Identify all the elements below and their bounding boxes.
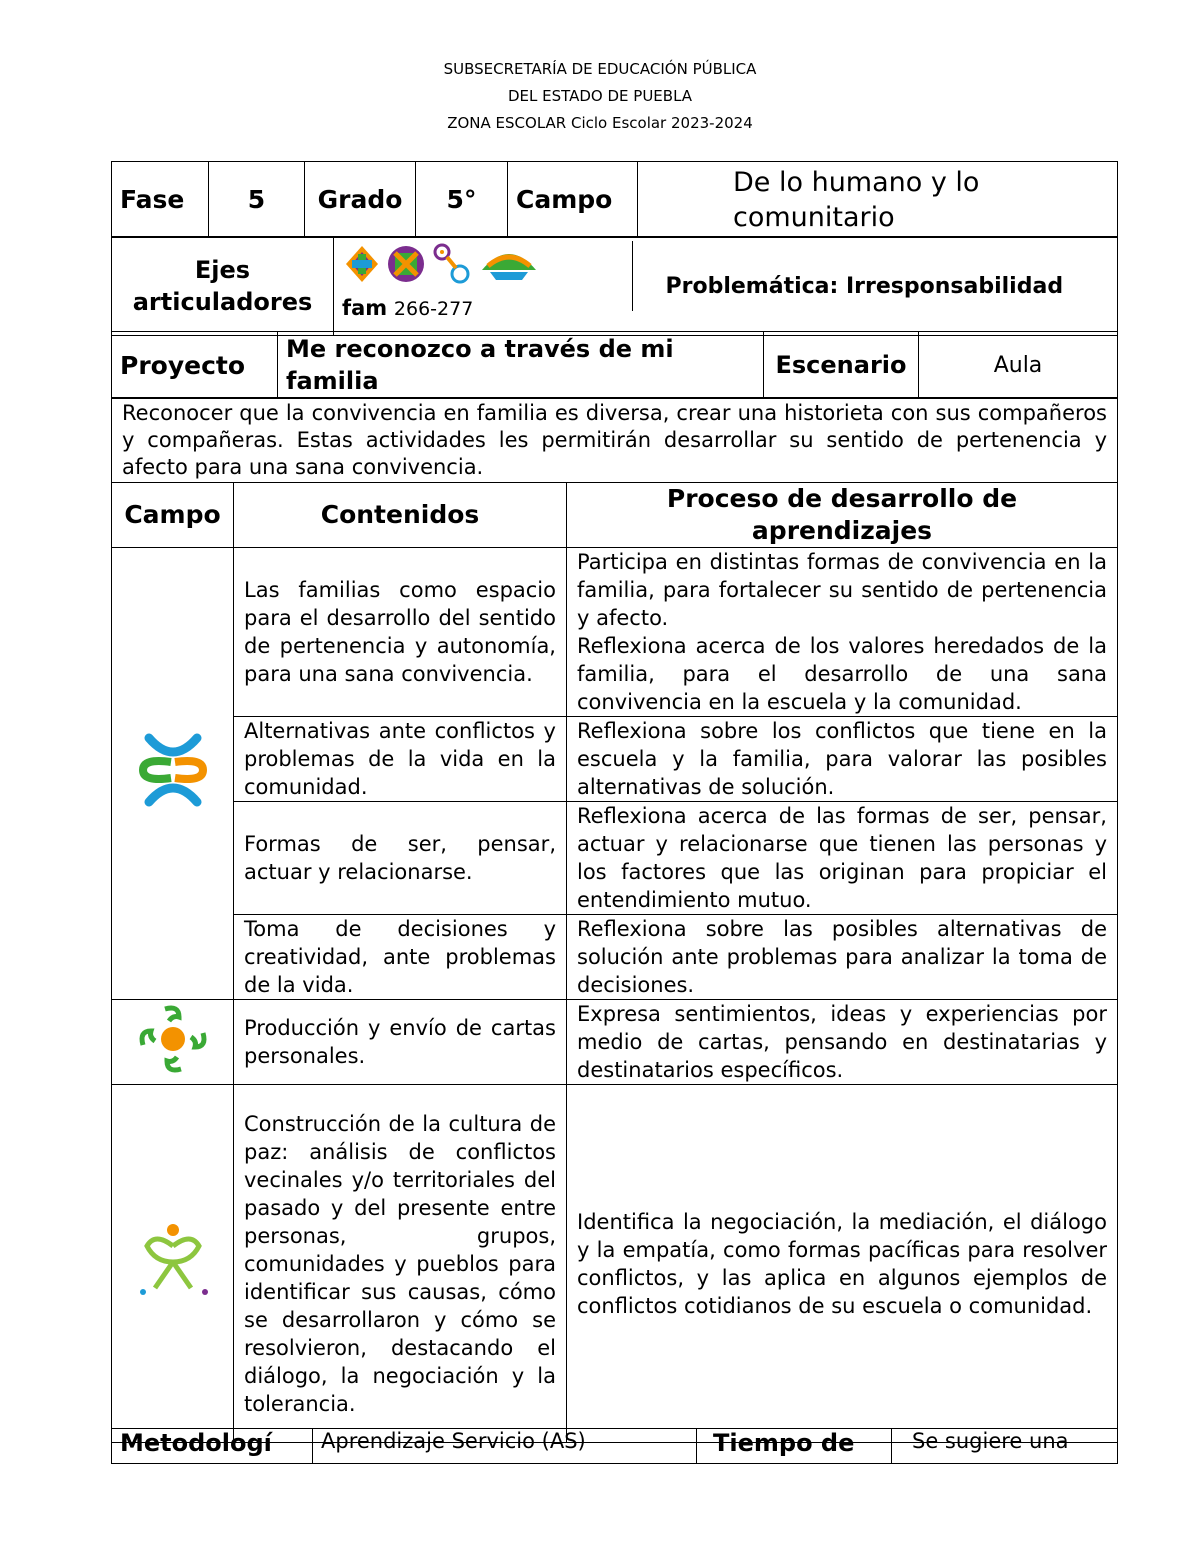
metodologia-label: Metodologí	[112, 1429, 313, 1464]
proceso-6: Identifica la negociación, la mediación, el diálogo y la empatía, como formas pacíficas para resolver conflictos, y las aplica en algunos ejemplos de conflictos cotidianos de su escuela o comunidad.	[567, 1085, 1118, 1443]
escenario-label: Escenario	[764, 332, 919, 399]
info-table-row2	[111, 236, 1118, 336]
proyecto-label: Proyecto	[112, 332, 278, 399]
interculturalidad-icon	[478, 244, 540, 288]
contenido-1: Las familias como espacio para el desarrollo del sentido de pertenencia y autonomía, para una sana convivencia.	[234, 548, 567, 717]
fam-pages: 266-277	[393, 298, 474, 320]
lenguajes-icon	[135, 1058, 211, 1082]
campo-icon-cell-3	[112, 1085, 234, 1443]
proceso-5: Expresa sentimientos, ideas y experiencias por medio de cartas, pensando en destinatarias y destinatarios específicos.	[567, 1000, 1118, 1085]
fase-label: Fase	[112, 162, 209, 238]
header-line-2: DEL ESTADO DE PUEBLA	[507, 87, 693, 105]
col-header-proceso: Proceso de desarrollo de aprendizajes	[567, 483, 1118, 548]
etica-naturaleza-icon	[135, 1279, 211, 1303]
proyecto-value: Me reconozco a través de mi familia	[278, 332, 764, 399]
description: Reconocer que la convivencia en familia es diversa, crear una historieta con sus compañeros y compañeras. Estas actividades les permitirán desarrollar su sentido de pertenencia y afecto para una sana convivencia.	[112, 398, 1118, 483]
inclusion-icon	[342, 244, 382, 288]
contenido-3: Formas de ser, pensar, actuar y relacionarse.	[234, 802, 567, 915]
campo-value: De lo humano y lo comunitario	[638, 162, 1118, 238]
header-line-1: SUBSECRETARÍA DE EDUCACIÓN PÚBLICA	[443, 60, 757, 78]
grado-value: 5°	[416, 162, 508, 238]
col-header-campo: Campo	[112, 483, 234, 548]
contenido-4: Toma de decisiones y creatividad, ante problemas de la vida.	[234, 915, 567, 1000]
proceso-4: Reflexiona sobre las posibles alternativas de solución ante problemas para analizar la toma de decisiones.	[567, 915, 1118, 1000]
content-table	[111, 397, 1118, 1443]
escenario-value: Aula	[919, 332, 1118, 399]
header-line-3: ZONA ESCOLAR Ciclo Escolar 2023-2024	[447, 114, 753, 132]
proceso-3: Reflexiona acerca de las formas de ser, pensar, actuar y relacionarse que tienen las personas y los factores que las originan para propiciar el entendimiento mutuo.	[567, 802, 1118, 915]
contenido-6: Construcción de la cultura de paz: análisis de conflictos vecinales y/o territoriales del pasado y del presente entre personas, grupos, comunidades y pueblos para identificar sus causas, cómo se desarrollaron y cómo se resolvieron, destacando el diálogo, la negociación y la tolerancia.	[234, 1085, 567, 1443]
proceso-2: Reflexiona sobre los conflictos que tiene en la escuela y la familia, para valorar las posibles alternativas de solución.	[567, 717, 1118, 802]
igualdad-genero-icon	[430, 242, 474, 290]
ejes-icons-cell	[334, 237, 636, 336]
tiempo-label: Tiempo de	[697, 1429, 892, 1464]
col-header-contenidos: Contenidos	[234, 483, 567, 548]
problematica-value: Irresponsabilidad	[845, 273, 1064, 299]
problematica-cell	[636, 237, 1118, 336]
contenido-5: Producción y envío de cartas personales.	[234, 1000, 567, 1085]
footer-table	[111, 1428, 1118, 1464]
campo-icon-cell-2	[112, 1000, 234, 1085]
pensamiento-critico-icon	[386, 244, 426, 288]
tiempo-value: Se sugiere una	[892, 1429, 1118, 1464]
ejes-label: Ejes articuladores	[112, 237, 334, 336]
fam-label: fam	[342, 296, 388, 320]
grado-label: Grado	[305, 162, 416, 238]
campo-icon-cell-1	[112, 548, 234, 1000]
info-table-row3	[111, 331, 1118, 399]
campo-humano-comunitario-icon	[135, 789, 211, 813]
fase-value: 5	[209, 162, 305, 238]
metodologia-value: Aprendizaje Servicio (AS)	[313, 1429, 697, 1464]
proceso-1: Participa en distintas formas de convivencia en la familia, para fortalecer su sentido de pertenencia y afecto. Reflexiona acerca de los valores heredados de la familia, para el desarrollo de una sana convivencia en la escuela y la comunidad.	[567, 548, 1118, 717]
info-table-row1	[111, 161, 1118, 238]
problematica-label: Problemática:	[665, 273, 839, 299]
campo-label: Campo	[508, 162, 638, 238]
contenido-2: Alternativas ante conflictos y problemas de la vida en la comunidad.	[234, 717, 567, 802]
